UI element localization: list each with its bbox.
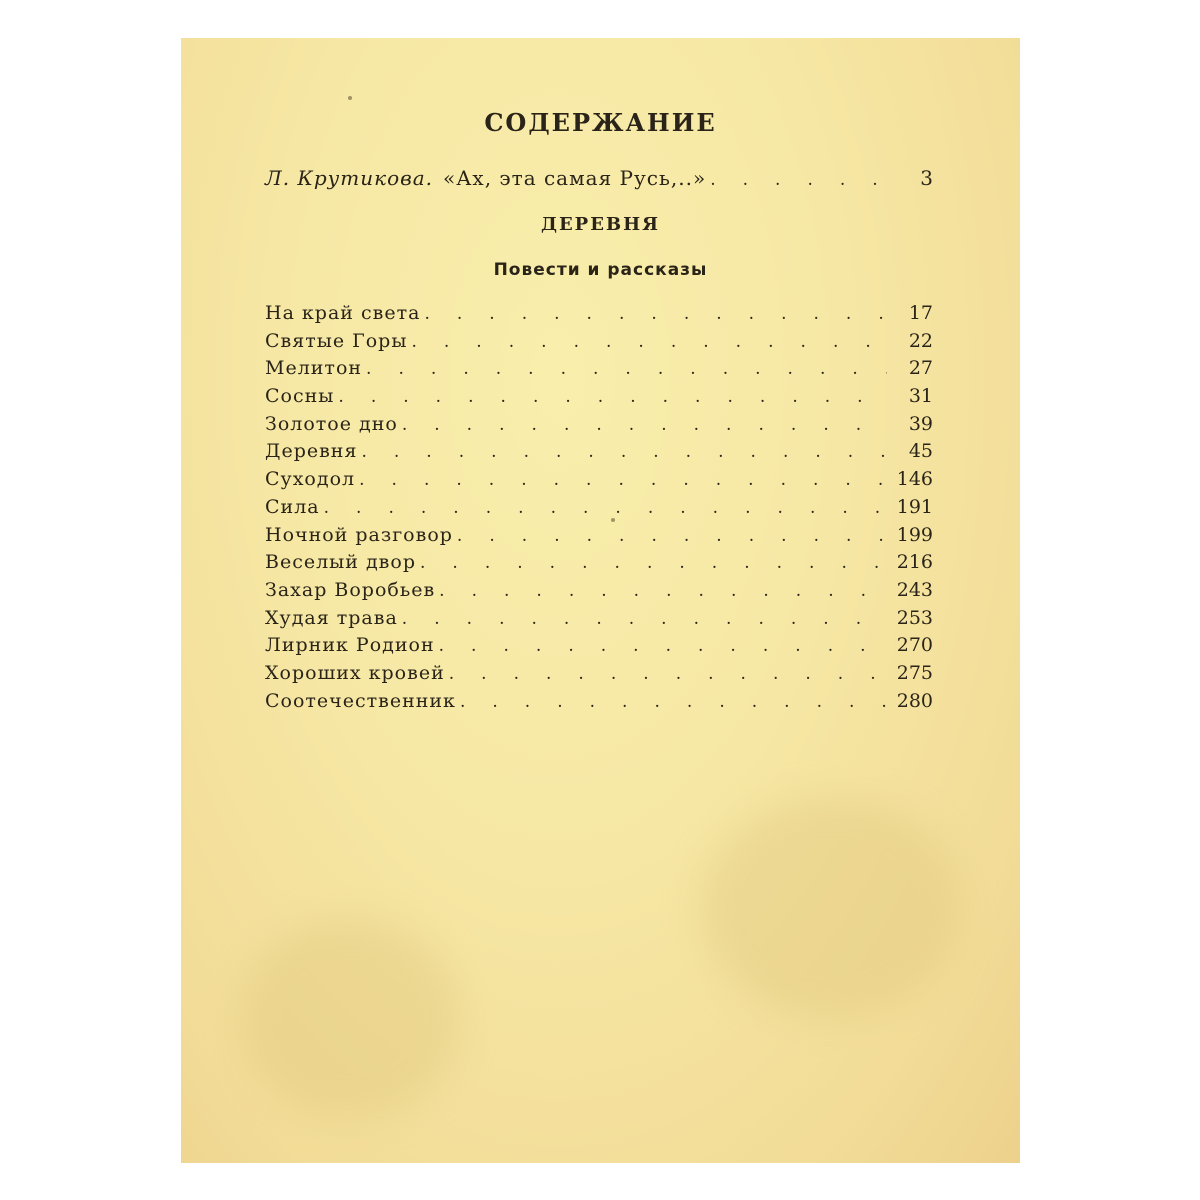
paper-stain <box>241 918 461 1118</box>
book-page <box>181 38 1020 1163</box>
toc-entry-page-number: 27 <box>908 357 933 380</box>
toc-entry <box>265 385 933 413</box>
toc-entry-page-number: 39 <box>908 412 933 435</box>
toc-entry-title: Золотое дно <box>265 412 398 435</box>
dot-leader <box>361 440 887 462</box>
toc-intro-entry <box>265 166 933 194</box>
toc-entry-page-number: 22 <box>908 329 933 352</box>
intro-author: Л. Крутикова. <box>265 166 434 190</box>
toc-entry <box>265 690 933 718</box>
toc-entry <box>265 302 933 330</box>
intro-page-number: 3 <box>920 166 933 190</box>
toc-entry <box>265 496 933 524</box>
dot-leader <box>449 662 887 684</box>
toc-entry-title: Сосны <box>265 385 335 408</box>
dot-leader <box>338 385 887 407</box>
toc-entry-page-number: 191 <box>896 495 933 518</box>
toc-entry-title: Сила <box>265 495 320 518</box>
toc-entry-page-number: 199 <box>896 523 933 546</box>
toc-entry <box>265 357 933 385</box>
toc-entry-page-number: 243 <box>896 578 933 601</box>
paper-speck <box>348 96 352 100</box>
page-title: СОДЕРЖАНИЕ <box>484 108 717 137</box>
toc-entry-page-number: 275 <box>896 661 933 684</box>
toc-entry <box>265 579 933 607</box>
toc-entry-page-number: 270 <box>896 634 933 657</box>
dot-leader <box>460 690 887 712</box>
toc-entry-page-number: 45 <box>908 440 933 463</box>
section-subtitle: Повести и рассказы <box>493 260 708 280</box>
dot-leader <box>420 551 887 573</box>
dot-leader <box>439 634 887 656</box>
toc-entry <box>265 440 933 468</box>
dot-leader <box>439 579 887 601</box>
toc-entry-page-number: 280 <box>896 689 933 712</box>
dot-leader <box>411 330 887 352</box>
dot-leader <box>402 413 887 435</box>
toc-list <box>265 302 933 717</box>
toc-entry <box>265 413 933 441</box>
paper-stain <box>701 798 961 1018</box>
dot-leader <box>424 302 887 324</box>
toc-entry-title: Святые Горы <box>265 329 408 352</box>
intro-title: «Ах, эта самая Русь,..» <box>443 166 707 190</box>
toc-entry-page-number: 146 <box>896 468 933 491</box>
dot-leader <box>710 166 887 190</box>
toc-entry-title: Худая трава <box>265 606 398 629</box>
toc-entry-title: Соотечественник <box>265 689 456 712</box>
toc-entry-title: Мелитон <box>265 357 363 380</box>
toc-entry-title: Деревня <box>265 440 358 463</box>
toc-entry-page-number: 216 <box>896 551 933 574</box>
dot-leader <box>457 524 887 546</box>
toc-entry-title: Лирник Родион <box>265 634 435 657</box>
toc-entry <box>265 468 933 496</box>
toc-entry <box>265 662 933 690</box>
toc-entry <box>265 607 933 635</box>
dot-leader <box>366 357 887 379</box>
toc-entry-page-number: 253 <box>896 606 933 629</box>
toc-entry-title: Суходол <box>265 468 356 491</box>
toc-entry-page-number: 17 <box>908 302 933 324</box>
dot-leader <box>359 468 887 490</box>
toc-entry-title: На край света <box>265 302 421 324</box>
toc-entry-title: Хороших кровей <box>265 661 445 684</box>
toc-entry <box>265 524 933 552</box>
toc-entry <box>265 330 933 358</box>
toc-entry <box>265 551 933 579</box>
dot-leader <box>324 496 887 518</box>
section-title: ДЕРЕВНЯ <box>540 214 661 235</box>
toc-entry-title: Веселый двор <box>265 551 416 574</box>
toc-entry-page-number: 31 <box>908 385 933 408</box>
dot-leader <box>402 607 887 629</box>
toc-entry-title: Захар Воробьев <box>265 578 436 601</box>
toc-entry <box>265 634 933 662</box>
toc-entry-title: Ночной разговор <box>265 523 453 546</box>
